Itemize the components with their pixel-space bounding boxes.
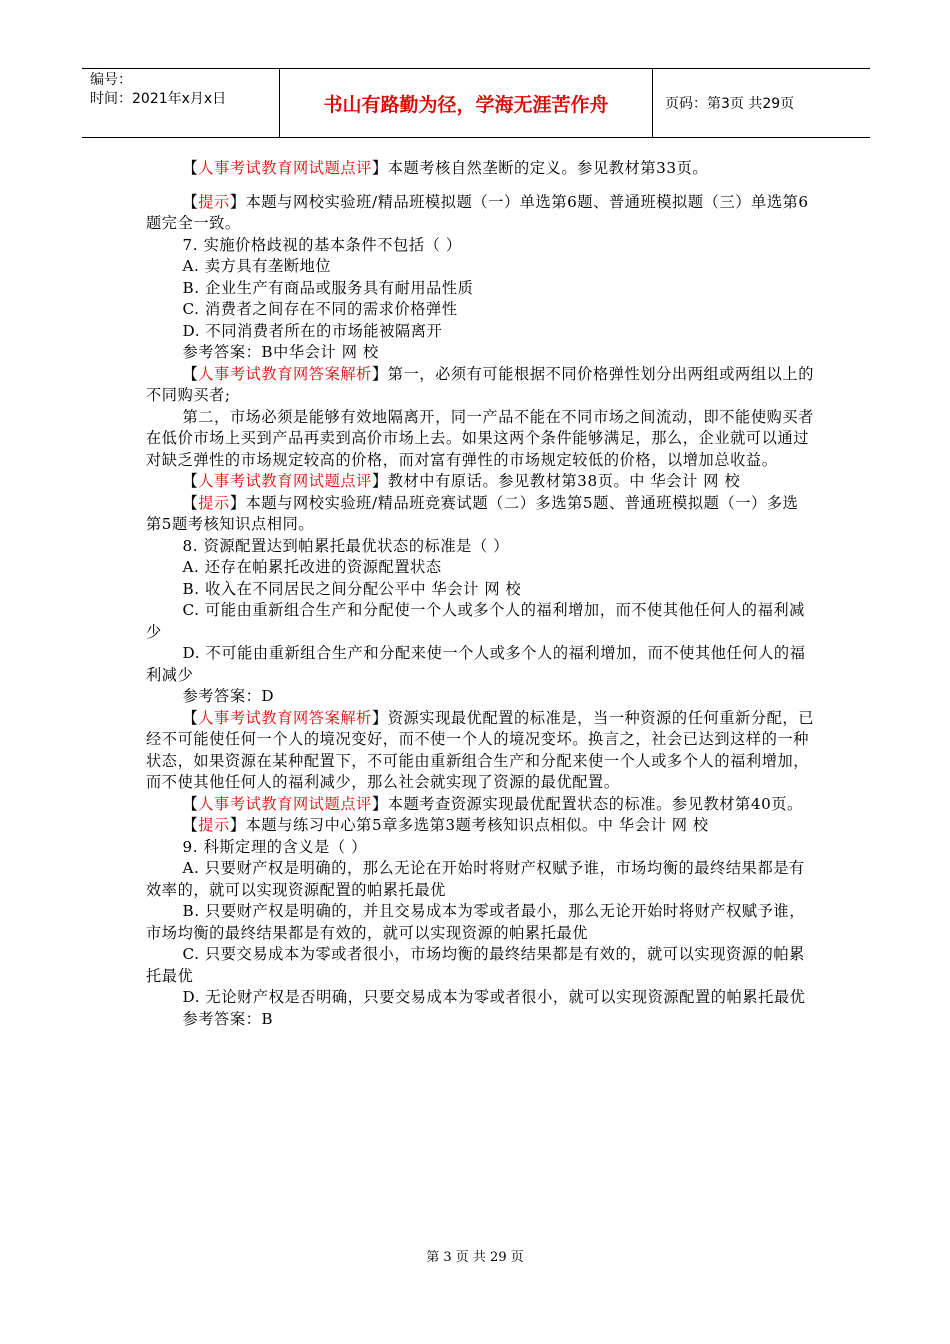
paragraph-text: 本题考核自然垄断的定义。参见教材第33页。	[387, 159, 709, 177]
option-d: D. 不可能由重新组合生产和分配来使一个人或多个人的福利增加，而不使其他任何人的福利减少	[146, 644, 806, 684]
paragraph-text: 本题与网校实验班/精品班模拟题（一）单选第6题、普通班模拟题（三）单选第6题完全一致。	[146, 192, 809, 232]
option-c: C. 只要交易成本为零或者很小，市场均衡的最终结果都是有效的，就可以实现资源的帕累托最优	[146, 945, 805, 985]
paragraph: 【人事考试教育网答案解析】第一，必须有可能根据不同价格弹性划分出两组或两组以上的不同购买者;	[146, 364, 814, 404]
paragraph: 【提示】本题与练习中心第5章多选第3题考核知识点相似。中 华会计 网 校	[182, 816, 709, 834]
option-d: D. 不同消费者所在的市场能被隔离开	[182, 321, 443, 340]
option-a: A. 只要财产权是明确的，那么无论在开始时将财产权赋予谁，市场均衡的最终结果都是有效率的，就可以实现资源配置的帕累托最优	[146, 859, 805, 899]
answer: 参考答案：B	[182, 1009, 274, 1028]
option-b: B. 收入在不同居民之间分配公平中 华会计 网 校	[182, 579, 522, 598]
paragraph: 【人事考试教育网试题点评】教材中有原话。参见教材第38页。中 华会计 网 校	[182, 472, 741, 490]
tag-label: 人事考试教育网答案解析	[198, 708, 372, 727]
question-8: 8. 资源配置达到帕累托最优状态的标准是（ ）	[182, 536, 509, 555]
option-d: D. 无论财产权是否明确，只要交易成本为零或者很小，就可以实现资源配置的帕累托最优	[182, 988, 806, 1006]
tag-label: 提示	[198, 816, 230, 834]
paragraph: 【人事考试教育网答案解析】资源实现最优配置的标准是，当一种资源的任何重新分配，已经不可能使任何一个人的境况变好，而不使一个人的境况变坏。换言之，社会已达到这样的一种状态，如果资源在某种配置下，不可能由重新组合生产和分配来使一个人或多个人的福利增加，而不使其他任何人的福利减少，那么社会就实现了资源的最优配置。	[146, 708, 814, 791]
paragraph: 【提示】本题与网校实验班/精品班模拟题（一）单选第6题、普通班模拟题（三）单选第6题完全一致。	[146, 192, 809, 232]
page-header	[82, 68, 870, 138]
tag-label: 提示	[198, 192, 230, 211]
number-label: 编号：	[90, 72, 132, 88]
option-a: A. 卖方具有垄断地位	[182, 257, 332, 275]
page-footer: 第 3 页 共 29 页	[426, 1250, 524, 1265]
answer: 参考答案：D	[182, 687, 275, 705]
paragraph-text: 资源实现最优配置的标准是，当一种资源的任何重新分配，已经不可能使任何一个人的境况变好，而不使一个人的境况变坏。换言之，社会已达到这样的一种状态，如果资源在某种配置下，不可能由重新组合生产和分配来使一个人或多个人的福利增加，而不使其他任何人的福利减少，那么社会就实现了资源的最优配置。	[146, 708, 814, 791]
paragraph-text: 教材中有原话。参见教材第38页。中 华会计 网 校	[387, 472, 741, 490]
paragraph-text: 本题与练习中心第5章多选第3题考核知识点相似。中 华会计 网 校	[245, 816, 709, 834]
option-c: C. 消费者之间存在不同的需求价格弹性	[182, 300, 458, 318]
time-label: 时间：2021年x月x日	[90, 91, 227, 107]
question-9: 9. 科斯定理的含义是（ ）	[182, 837, 367, 856]
option-a: A. 还存在帕累托改进的资源配置状态	[182, 558, 442, 576]
paragraph-text: 第一，必须有可能根据不同价格弹性划分出两组或两组以上的不同购买者;	[146, 364, 814, 404]
paragraph: 【人事考试教育网试题点评】本题考查资源实现最优配置状态的标准。参见教材第40页。	[182, 794, 803, 813]
paragraph: 【人事考试教育网试题点评】本题考核自然垄断的定义。参见教材第33页。	[182, 159, 709, 177]
paragraph: 【提示】本题与网校实验班/精品班竞赛试题（二）多选第5题、普通班模拟题（一）多选第5题考核知识点相同。	[146, 493, 799, 533]
paragraph-text: 本题考查资源实现最优配置状态的标准。参见教材第40页。	[387, 794, 803, 813]
tag-label: 人事考试教育网试题点评	[198, 472, 372, 490]
option-c: C. 可能由重新组合生产和分配使一个人或多个人的福利增加，而不使其他任何人的福利减少	[146, 601, 805, 641]
question-7: 7. 实施价格歧视的基本条件不包括（ ）	[182, 235, 462, 254]
paragraph: 第二，市场必须是能够有效地隔离开，同一产品不能在不同市场之间流动，即不能使购买者在低价市场上买到产品再卖到高价市场上去。如果这两个条件能够满足，那么，企业就可以通过对缺乏弹性的市场规定较高的价格，而对富有弹性的市场规定较低的价格，以增加总收益。	[146, 407, 814, 469]
answer: 参考答案：B中华会计 网 校	[182, 343, 379, 361]
tag-label: 人事考试教育网试题点评	[198, 794, 372, 813]
option-b: B. 企业生产有商品或服务具有耐用品性质	[182, 278, 474, 297]
paragraph-text: 本题与网校实验班/精品班竞赛试题（二）多选第5题、普通班模拟题（一）多选第5题考核知识点相同。	[146, 493, 799, 533]
tag-label: 人事考试教育网试题点评	[198, 159, 372, 177]
document-body	[146, 158, 814, 1030]
tag-label: 提示	[198, 493, 230, 512]
motto: 书山有路勤为径，学海无涯苦作舟	[280, 69, 653, 137]
tag-label: 人事考试教育网答案解析	[198, 364, 372, 383]
page-info: 页码：第3页 共29页	[665, 96, 795, 112]
option-b: B. 只要财产权是明确的，并且交易成本为零或者最小，那么无论开始时将财产权赋予谁，市场均衡的最终结果都是有效的，就可以实现资源的帕累托最优	[146, 902, 806, 942]
header-left-cell	[82, 69, 280, 137]
